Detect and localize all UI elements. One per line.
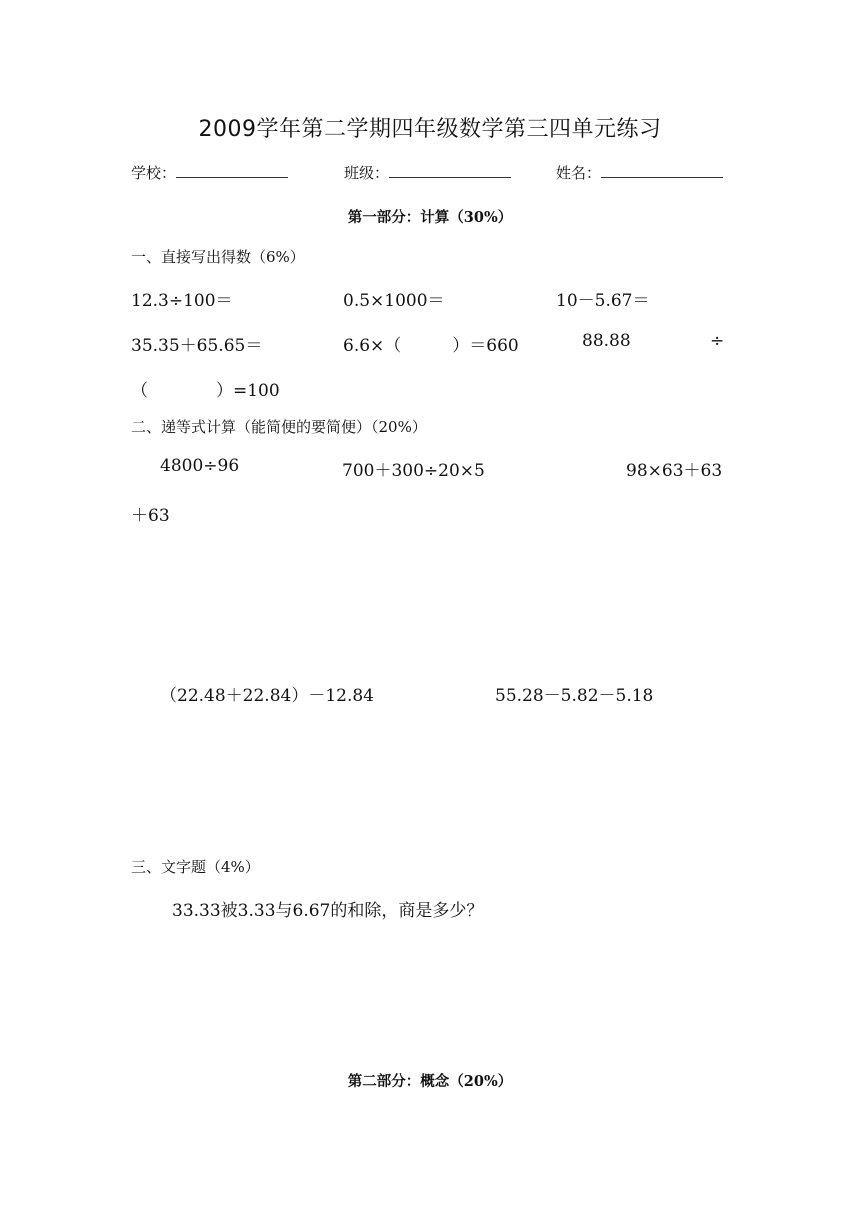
name-blank[interactable] <box>601 163 723 178</box>
class-blank[interactable] <box>389 163 511 178</box>
calc-4: （22.48＋22.84）－12.84 <box>160 686 375 706</box>
school-label: 学校： <box>131 164 177 182</box>
school-field <box>131 162 288 183</box>
class-field <box>344 162 511 183</box>
problem-6: 88.88 <box>582 331 631 351</box>
word-problem: 33.33被3.33与6.67的和除，商是多少？ <box>172 901 484 921</box>
page-title: 2009学年第二学期四年级数学第三四单元练习 <box>198 117 662 142</box>
name-label: 姓名： <box>556 164 602 182</box>
calc-1: 4800÷96 <box>160 456 240 476</box>
school-blank[interactable] <box>176 163 288 178</box>
part2-heading: 第二部分：概念（20%） <box>347 1073 513 1090</box>
problem-5: 6.6×（ ）＝660 <box>343 336 519 356</box>
class-label: 班级： <box>344 164 390 182</box>
name-field <box>556 162 723 183</box>
problem-6-cont: （ ）=100 <box>131 381 280 401</box>
problem-3: 10－5.67＝ <box>556 291 650 311</box>
division-sign: ÷ <box>710 331 725 351</box>
part1-heading: 第一部分：计算（30%） <box>347 209 513 226</box>
calc-3-cont: ＋63 <box>131 506 170 526</box>
calc-3: 98×63＋63 <box>626 461 723 481</box>
problem-1: 12.3÷100＝ <box>131 291 233 311</box>
calc-5: 55.28－5.82－5.18 <box>495 686 654 706</box>
section1-heading: 一、直接写出得数（6%） <box>131 248 305 266</box>
problem-4: 35.35＋65.65＝ <box>131 336 263 356</box>
problem-2: 0.5×1000＝ <box>343 291 445 311</box>
section3-heading: 三、文字题（4%） <box>131 858 260 876</box>
section2-heading: 二、递等式计算（能简便的要简便）（20%） <box>131 418 427 436</box>
calc-2: 700＋300÷20×5 <box>342 461 485 481</box>
